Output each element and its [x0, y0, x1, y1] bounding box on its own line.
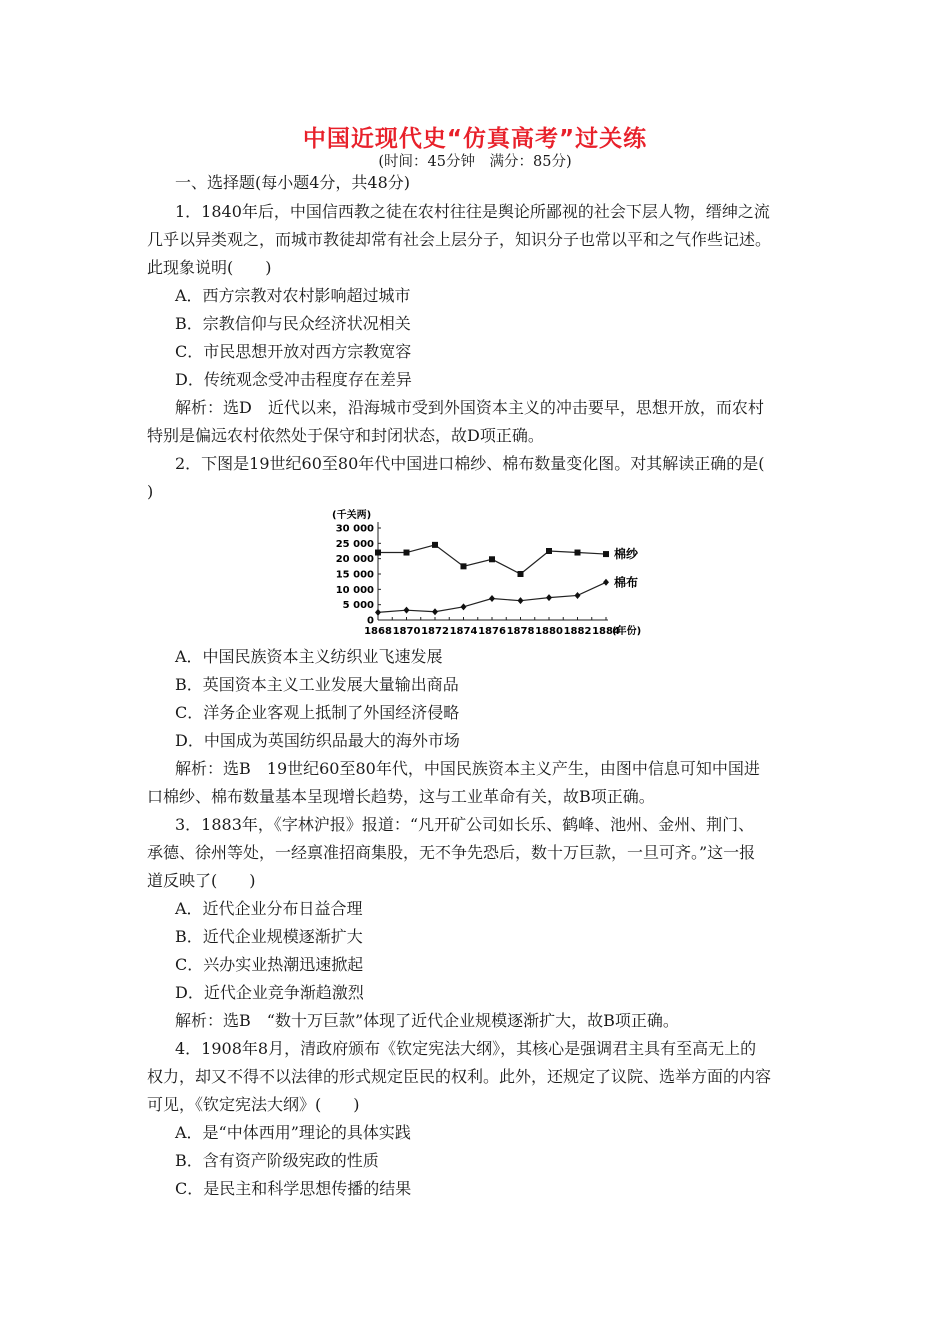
q1-option-d: D．传统观念受冲击程度存在差异: [175, 370, 412, 389]
data-point-diamond: [575, 592, 581, 599]
y-tick-label: 20 000: [335, 554, 374, 566]
data-point-diamond: [461, 603, 467, 610]
data-point-square: [603, 551, 609, 557]
q4-option-c: C．是民主和科学思想传播的结果: [175, 1179, 412, 1198]
data-point-square: [404, 550, 410, 556]
q1-stem-line: 1．1840年后，中国信西教之徒在农村往往是舆论所鄙视的社会下层人物，缙绅之流: [175, 202, 770, 221]
q1-stem-line: 此现象说明( ): [147, 258, 272, 277]
x-tick-label: 1872: [421, 626, 449, 637]
x-tick-label: 1882: [563, 626, 592, 637]
q1-analysis: 特别是偏远农村依然处于保守和封闭状态，故D项正确。: [147, 426, 544, 445]
q4-stem-line: 权力，却又不得不以法律的形式规定臣民的权利。此外，还规定了议院、选举方面的内容: [147, 1067, 772, 1086]
q3-stem-line: 承德、徐州等处，一经禀准招商集股，无不争先恐后，数十万巨款，一旦可齐。”这一报: [147, 843, 756, 862]
q3-stem-line: 3．1883年，《字林沪报》报道：“凡开矿公司如长乐、鹤峰、池州、金州、荆门、: [175, 815, 755, 834]
x-tick-label: 1880: [535, 626, 563, 637]
data-point-square: [546, 548, 552, 554]
q3-stem-line: 道反映了( ): [147, 871, 256, 890]
page-subtitle: (时间：45分钟 满分：85分): [378, 154, 572, 170]
data-point-square: [489, 556, 495, 562]
q1-option-c: C．市民思想开放对西方宗教宽容: [175, 342, 412, 361]
q2-option-b: B．英国资本主义工业发展大量输出商品: [175, 675, 459, 694]
page-title: 中国近现代史“仿真高考”过关练: [302, 126, 648, 152]
q3-option-a: A．近代企业分布日益合理: [175, 899, 363, 918]
data-point-diamond: [432, 608, 438, 615]
q3-option-b: B．近代企业规模逐渐扩大: [175, 927, 363, 946]
data-point-diamond: [518, 597, 524, 604]
x-tick-label: 1870: [392, 626, 421, 637]
q2-option-c: C．洋务企业客观上抵制了外国经济侵略: [175, 703, 460, 722]
data-point-square: [575, 550, 581, 556]
q1-analysis: 解析：选D 近代以来，沿海城市受到外国资本主义的冲击要早，思想开放，而农村: [175, 398, 764, 417]
y-tick-label: 15 000: [335, 569, 374, 581]
y-tick-label: 0: [367, 615, 374, 627]
x-tick-label: 1876: [478, 626, 506, 637]
x-axis-label: (年份): [612, 626, 642, 637]
data-point-diamond: [404, 607, 410, 614]
y-tick-label: 10 000: [335, 584, 374, 596]
x-tick-label: 1878: [506, 626, 535, 637]
series-label: 棉布: [614, 575, 639, 590]
q2-stem-line: 2．下图是19世纪60至80年代中国进口棉纱、棉布数量变化图。对其解读正确的是(: [175, 454, 765, 473]
q2-analysis: 口棉纱、棉布数量基本呈现增长趋势，这与工业革命有关，故B项正确。: [147, 787, 655, 806]
q2-stem-line: ): [147, 482, 154, 501]
q1-stem-line: 几乎以异类观之，而城市教徒却常有社会上层分子，知识分子也常以平和之气作些记述。: [147, 230, 772, 249]
q1-option-b: B．宗教信仰与民众经济状况相关: [175, 314, 411, 333]
import-line-chart: [330, 506, 660, 640]
q4-stem-line: 4．1908年8月，清政府颁布《钦定宪法大纲》，其核心是强调君主具有至高无上的: [175, 1039, 757, 1058]
y-axis-label: (千关两): [332, 510, 372, 521]
data-point-diamond: [603, 579, 609, 586]
q4-option-a: A．是“中体西用”理论的具体实践: [175, 1123, 411, 1142]
y-tick-label: 30 000: [335, 523, 374, 535]
data-point-square: [518, 571, 524, 577]
q2-option-d: D．中国成为英国纺织品最大的海外市场: [175, 731, 460, 750]
q3-analysis: 解析：选B “数十万巨款”体现了近代企业规模逐渐扩大，故B项正确。: [175, 1011, 679, 1030]
data-point-diamond: [375, 609, 381, 616]
q4-stem-line: 可见，《钦定宪法大纲》( ): [147, 1095, 360, 1114]
section-heading: 一、选择题(每小题4分，共48分): [175, 173, 411, 192]
series-label: 棉纱: [614, 547, 639, 562]
q2-option-a: A．中国民族资本主义纺织业飞速发展: [175, 647, 443, 666]
data-point-diamond: [546, 594, 552, 601]
q1-option-a: A．西方宗教对农村影响超过城市: [175, 286, 411, 305]
x-tick-label: 1868: [364, 626, 392, 637]
data-point-diamond: [489, 595, 495, 602]
y-tick-label: 5 000: [342, 600, 374, 612]
q3-option-d: D．近代企业竞争渐趋激烈: [175, 983, 364, 1002]
x-tick-label: 1884: [592, 626, 620, 637]
data-point-square: [375, 550, 381, 556]
y-tick-label: 25 000: [335, 538, 374, 550]
q4-option-b: B．含有资产阶级宪政的性质: [175, 1151, 379, 1170]
q3-option-c: C．兴办实业热潮迅速掀起: [175, 955, 364, 974]
data-point-square: [432, 542, 438, 548]
x-tick-label: 1874: [449, 626, 478, 637]
data-point-square: [461, 563, 467, 569]
q2-analysis: 解析：选B 19世纪60至80年代，中国民族资本主义产生，由图中信息可知中国进: [175, 759, 760, 778]
